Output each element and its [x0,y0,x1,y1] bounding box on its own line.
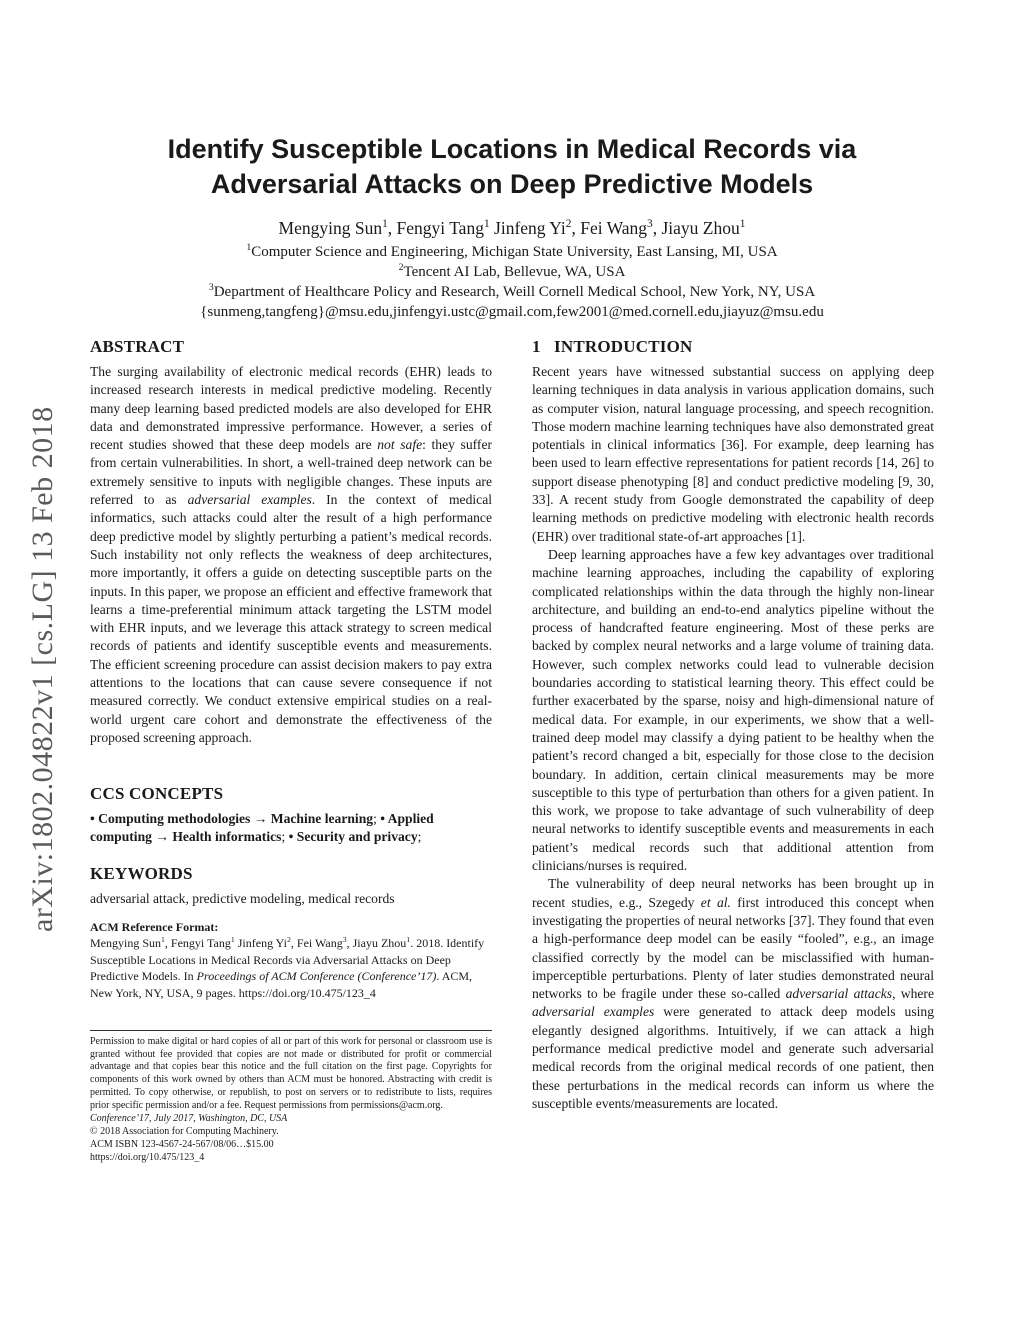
ref-body: Identify Susceptible Locations in Medical Records via Adversarial Attacks on Deep Predictive Models. In [90,936,485,983]
ref-sup: 3 [342,935,347,944]
author-sup: 1 [483,218,490,231]
intro-paragraph-2: Deep learning approaches have a few key advantages over traditional machine learning approaches, including the capability of exploring complicated relationships within the data through the highly non-linear architecture, and building an end-to-end analytics pipeline without the process of handcrafted feature engineering. Most of these perks are backed by complex neural networks and a large volume of training data. However, such complex networks could lead to vulnerable decision boundaries according to statistical learning theory. This effect could be further exacerbated by the sparse, noisy and high-dimensional nature of medical data. For example, in our experiments, we show that a well-trained deep model may classify a dying patient to be healthy when the patient’s record changed a bit, especially for those close to the decision boundary. In addition, certain clinical measurements may be more susceptible to this type of perturbation than others for a given patient. In this work, we propose to take advantage of such vulnerability of deep neural networks to identify susceptible events and measurements in each patient’s medical records such that additional attention from clinicians/nurses is required. [532,546,934,874]
abstract-run-italic: not safe [377,437,423,453]
ref-sep: , [164,936,171,950]
author-separator: , [652,218,662,238]
permission-block [90,1036,492,1164]
abstract-text [90,363,492,747]
author-sup: 2 [565,218,572,231]
ccs-separator: ; [417,829,422,845]
author-emails: {sunmeng,tangfeng}@msu.edu,jinfengyi.ustc@gmail.com,few2001@med.cornell.edu,jiayuz@msu.edu [200,304,824,320]
abstract-run: The surging availability of electronic medical records (EHR) leads to increased research interests in medical predictive modeling. Recently many deep learning based predicted models are also developed for EHR data and demonstrated impressive performance. However, a series of recent studies showed that these deep models are [90,364,492,453]
author-sup: 1 [382,218,388,231]
affiliation-sup: 2 [398,262,404,273]
ccs-separator: ; [281,829,289,845]
ref-sep: , [290,936,297,950]
author-name: Fengyi Tang [396,218,484,238]
keywords-section [90,863,492,908]
intro-run-italic: adversarial attacks [785,986,893,1002]
author-sup: 1 [739,218,746,231]
abstract-run: . In the context of medical informatics, such attacks could alter the result of a high performance deep predictive model by slightly perturbing a patient’s medical records. Such instability not only reflects the weakness of deep architectures, more importantly, it offers a guide on detecting susceptible parts on the inputs. In this paper, we propose an efficient and effective framework that learns a time-preferential minimum attack targeting the LSTM model with EHR inputs, and we leverage this attack strategy to screen medical records of patients and identify susceptible events and measurements. The efficient screening procedure can assist decision makers to pay extra attentions to the locations that can cause severe consequence if not measured correctly. We conduct extensive empirical studies on a real-world urgent care cohort and demonstrate the effectiveness of the proposed screening approach. [90,492,493,745]
ref-author: Jiayu Zhou [352,936,407,950]
ref-author: Jinfeng Yi [237,936,287,950]
acm-reference-text [90,935,492,1001]
title-line-2: Adversarial Attacks on Deep Predictive Models [210,169,814,199]
ref-author: Fengyi Tang [170,936,231,950]
acm-reference-heading: ACM Reference Format: [90,920,219,934]
affiliation-text: Department of Healthcare Policy and Research, Weill Cornell Medical School, New York, NY, USA [213,284,816,300]
copyright-line: © 2018 Association for Computing Machinery. [90,1126,279,1138]
ccs-heading: CCS CONCEPTS [90,784,224,803]
author-separator: , [571,218,581,238]
ref-author: Mengying Sun [90,936,162,950]
ref-sup: 1 [406,935,411,944]
intro-run-italic: adversarial examples [532,1004,655,1020]
author-separator: , [387,218,397,238]
affiliation-text: Tencent AI Lab, Bellevue, WA, USA [403,264,626,280]
intro-run: first introduced this concept when investigating the properties of neural networks [37]. They found that even a high-performance deep model can be easily “fooled”, e.g., an image classified correctly by the model can be misclassified with human-imperceptible perturbations. Plenty of later studies demonstrated neural networks to be fragile under these so-called [532,894,934,1002]
conference-text: Conference’17, July 2017, Washington, DC, USA [90,1113,288,1125]
affiliation-sup: 3 [208,282,214,293]
ref-sup: 2 [286,935,291,944]
ccs-separator: ; [373,811,381,826]
abstract-run-italic: adversarial examples [187,492,312,508]
acm-reference [90,920,492,1001]
affiliation-3 [80,282,944,302]
author-list [80,218,944,239]
ref-sep: , [346,936,353,950]
doi-line: https://doi.org/10.475/123_4 [90,1152,205,1164]
introduction-heading: 1 INTRODUCTION [532,337,693,356]
ccs-item: • Security and privacy [288,829,418,845]
author-name: Fei Wang [580,218,648,238]
author-name: Mengying Sun [278,218,383,238]
isbn-line: ACM ISBN 123-4567-24-567/08/06…$15.00 [90,1139,274,1151]
intro-run: The vulnerability of deep neural networks has been brought up in recent studies, e.g., Szegedy [532,876,934,910]
affiliation-text: Computer Science and Engineering, Michigan State University, East Lansing, MI, USA [251,244,778,260]
affiliation-2 [80,262,944,282]
intro-run-italic: et al. [700,894,731,910]
intro-run: , where [892,986,934,1002]
ref-body-tail: . ACM, New York, NY, USA, 9 pages. https://doi.org/10.475/123_4 [90,969,473,1000]
intro-paragraph-1: Recent years have witnessed substantial success on applying deep learning techniques in data analysis in various application domains, such as computer vision, natural language processing, and speech recognition. Those modern machine learning techniques have also demonstrated great potentials in clinical informatics [36]. For example, deep learning has been used to learn effective representations for patient records [14, 26] to support disease phenotyping [8] and conduct predictive modeling [9, 30, 33]. A recent study from Google demonstrated the capability of deep learning methods on predictive modeling with electronic health records (EHR) over traditional state-of-art approaches [1]. [532,364,934,544]
ref-sup: 1 [230,935,235,944]
ref-sep: . 2018. [410,936,444,950]
footnote-rule [90,1030,492,1031]
affiliation-1 [80,242,944,262]
ref-venue: Proceedings of ACM Conference (Conference’17) [196,969,437,983]
author-sup: 3 [647,218,653,231]
affiliation-sup: 1 [246,242,252,253]
arxiv-stamp: arXiv:1802.04822v1 [cs.LG] 13 Feb 2018 [26,406,59,932]
conference-line [90,1112,492,1125]
ref-author: Fei Wang [296,936,343,950]
abstract-run: : they suffer from certain vulnerabilities. In short, a well-trained deep network can be extremely sensitive to inputs with negligible changes. These inputs are referred to as [90,437,493,508]
abstract-section [90,336,492,747]
keywords-text: adversarial attack, predictive modeling, medical records [90,891,395,906]
abstract-heading: ABSTRACT [90,337,185,356]
keywords-heading: KEYWORDS [90,864,193,883]
intro-run: were generated to attack deep models using elegantly designed algorithms. Intuitively, if we can attack a high performance medical predictive model and generate such adversarial medical records from the original medical records of one patient, then these perturbations in the medical records can inform us where the susceptible events/measurements are located. [532,1004,934,1111]
ref-sup: 1 [161,935,165,944]
paper-title [100,132,924,202]
ccs-item: • Applied computing → Health informatics [90,811,434,845]
ccs-concepts [90,810,492,847]
intro-paragraph-3 [532,875,934,1113]
author-name: Jinfeng Yi [494,218,566,238]
title-line-1: Identify Susceptible Locations in Medical Records via [167,134,857,164]
ccs-section [90,783,492,847]
ccs-item: • Computing methodologies → Machine learning [90,811,374,826]
author-name: Jiayu Zhou [661,218,740,238]
introduction-section [532,336,934,1113]
permission-text: Permission to make digital or hard copies of all or part of this work for personal or classroom use is granted without fee provided that copies are not made or distributed for profit or commercial advantage and that copies bear this notice and the full citation on the first page. Copyrights for components of this work owned by others than ACM must be honored. Abstracting with credit is permitted. To copy otherwise, or republish, to post on servers or to redistribute to lists, requires prior specific permission and/or a fee. Request permissions from permissions@acm.org. [90,1036,492,1111]
